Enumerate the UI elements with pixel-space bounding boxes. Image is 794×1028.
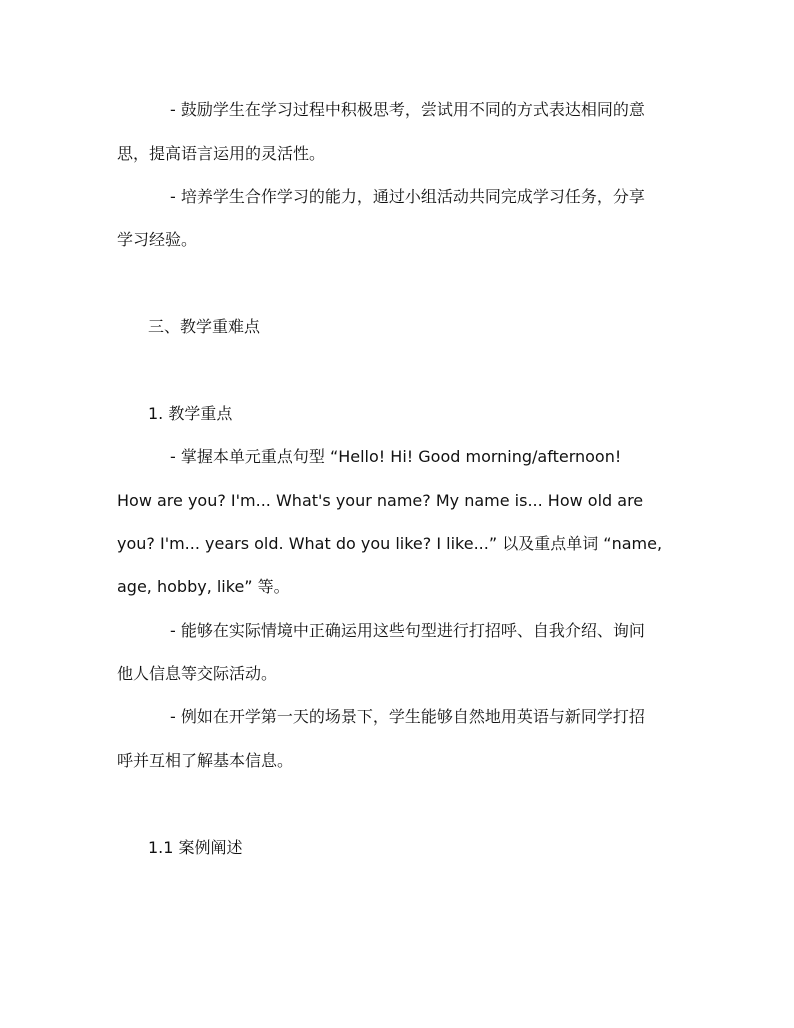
paragraph-line: - 例如在开学第一天的场景下，学生能够自然地用英语与新同学打招: [170, 707, 645, 726]
paragraph-line: - 培养学生合作学习的能力，通过小组活动共同完成学习任务，分享: [170, 187, 645, 206]
section-heading: 三、教学重难点: [148, 317, 261, 336]
paragraph-line: - 能够在实际情境中正确运用这些句型进行打招呼、自我介绍、询问: [170, 621, 645, 640]
paragraph-line: you? I'm... years old. What do you like? I like...” 以及重点单词 “name,: [117, 534, 663, 553]
paragraph-line: - 鼓励学生在学习过程中积极思考，尝试用不同的方式表达相同的意: [170, 100, 645, 119]
paragraph-line: 学习经验。: [117, 230, 198, 249]
paragraph-line: 呼并互相了解基本信息。: [117, 751, 294, 770]
paragraph-line: age, hobby, like” 等。: [117, 577, 290, 596]
paragraph-line: 思，提高语言运用的灵活性。: [117, 144, 326, 163]
subheading: 1. 教学重点: [148, 404, 233, 423]
paragraph-line: - 掌握本单元重点句型 “Hello! Hi! Good morning/afternoon!: [170, 447, 622, 466]
paragraph-line: How are you? I'm... What's your name? My name is... How old are: [117, 491, 644, 510]
subheading: 1.1 案例阐述: [148, 838, 243, 857]
paragraph-line: 他人信息等交际活动。: [117, 664, 278, 683]
